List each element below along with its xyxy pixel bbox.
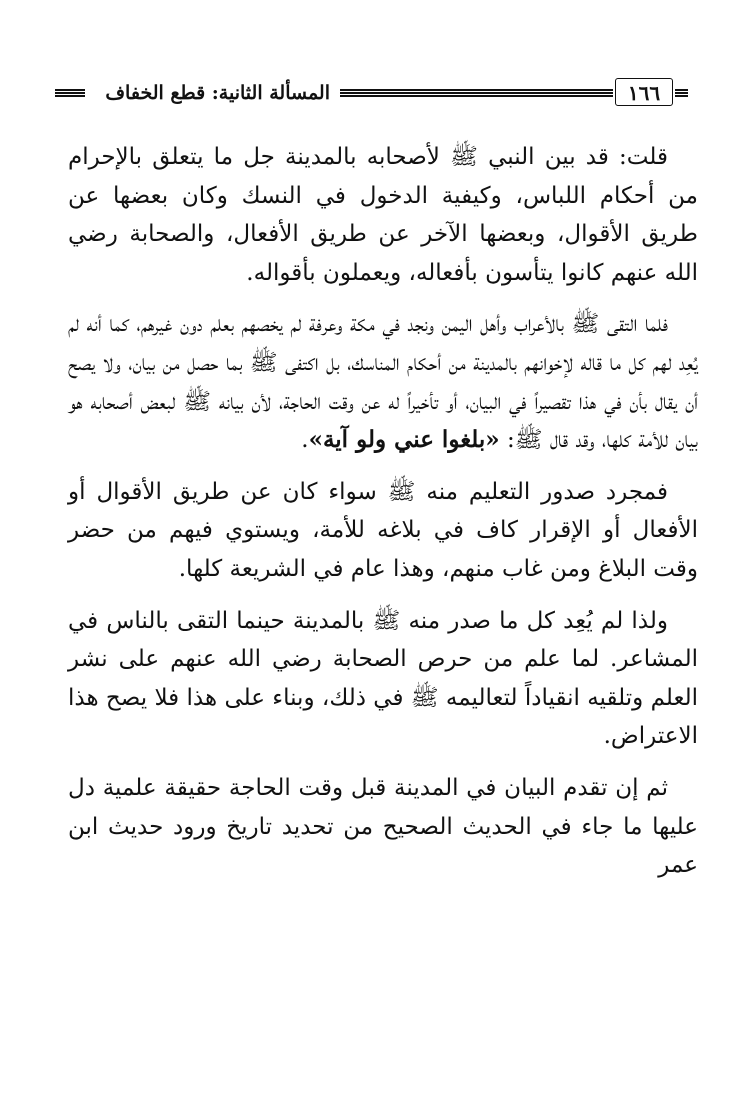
header-rule-right bbox=[675, 88, 688, 98]
header-rule-middle bbox=[340, 88, 613, 98]
header-rule-left bbox=[55, 88, 85, 98]
hadith-quote: «بلغوا عني ولو آية» bbox=[308, 426, 500, 454]
page-header bbox=[55, 76, 688, 110]
chapter-title: المسألة الثانية: قطع الخفاف bbox=[105, 82, 330, 104]
paragraph-2 bbox=[68, 305, 698, 459]
paragraph-4: ولذا لم يُعِد كل ما صدر منه ﷺ بالمدينة حينما التقى بالناس في المشاعر. لما علم من حرص الصحابة رضي الله عنهم على نشر العلم وتلقيه انقياداً لتعاليمه ﷺ في ذلك، وبناء على هذا فلا يصح هذا الاعتراض. bbox=[68, 607, 698, 750]
paragraph-2-tail: . bbox=[301, 427, 309, 454]
page-number: ١٦٦ bbox=[615, 78, 673, 106]
paragraph-1: قلت: قد بين النبي ﷺ لأصحابه بالمدينة جل ما يتعلق بالإحرام من أحكام اللباس، وكيفية الدخول في النسك وكان بعضها عن طريق الأقوال، وبعضها الآخر عن طريق الأفعال، والصحابة رضي الله عنهم كانوا يتأسون بأفعاله، ويعملون بأقواله. bbox=[68, 144, 698, 286]
paragraph-5: ثم إن تقدم البيان في المدينة قبل وقت الحاجة حقيقة علمية دل عليها ما جاء في الحديث الصحيح من تحديد تاريخ ورود حديث ابن عمر bbox=[68, 774, 698, 879]
body-text bbox=[68, 138, 698, 885]
paragraph-3: فمجرد صدور التعليم منه ﷺ سواء كان عن طريق الأقوال أو الأفعال أو الإقرار كاف في بلاغه للأمة، ويستوي فيهم من حضر وقت البلاغ ومن غاب منهم، وهذا عام في الشريعة كلها. bbox=[68, 478, 698, 582]
paragraph-2-text: فلما التقى ﷺ بالأعراب وأهل اليمن ونجد في مكة وعرفة لم يخصهم بعلم دون غيرهم، كما أنه لم يُعِد لهم كل ما قاله لإخوانهم بالمدينة من أحكام المناسك، بل اكتفى ﷺ بما حصل من بيان، ولا يصح أن يقال بأن في هذا تقصيراً في البيان، أو تأخيراً له عن وقت الحاجة، لأن بيانه ﷺ لبعض أصحابه هو بيان للأمة كلها، وقد قال ﷺ: bbox=[68, 311, 698, 454]
